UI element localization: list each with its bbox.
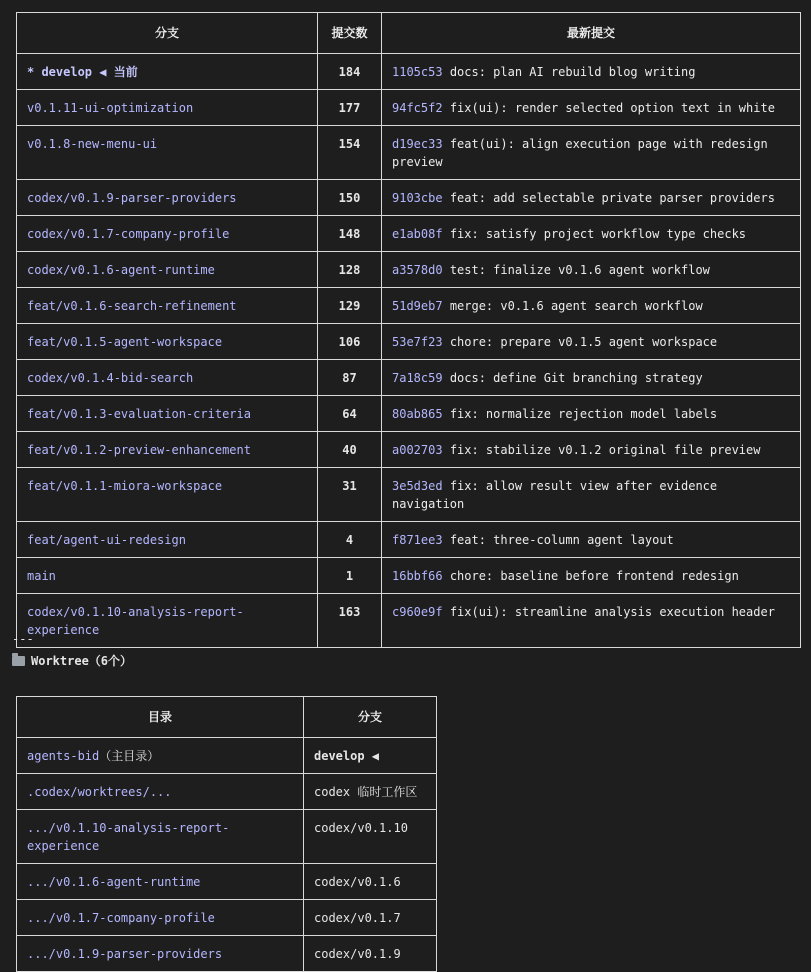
branch-row <box>17 558 801 594</box>
commit-count: 64 <box>318 396 382 432</box>
commit-hash[interactable]: 53e7f23 <box>392 335 443 349</box>
commit-count: 184 <box>318 54 382 90</box>
branch-row <box>17 54 801 90</box>
commit-count: 1 <box>318 558 382 594</box>
worktree-branch: codex/v0.1.6 <box>304 864 437 900</box>
worktree-row <box>17 738 437 774</box>
commit-hash[interactable]: 80ab865 <box>392 407 443 421</box>
commit-message: fix: satisfy project workflow type checks <box>449 227 747 241</box>
directory-note: （主目录） <box>99 749 160 763</box>
worktree-branch: codex/v0.1.7 <box>304 900 437 936</box>
commit-hash[interactable]: 3e5d3ed <box>392 479 443 493</box>
commit-hash[interactable]: e1ab08f <box>392 227 443 241</box>
branch-row <box>17 126 801 180</box>
commit-message: chore: baseline before frontend redesign <box>449 569 739 583</box>
branch-name[interactable]: feat/v0.1.1-miora-workspace <box>17 468 318 522</box>
commit-message: docs: plan AI rebuild blog writing <box>449 65 696 79</box>
commit-count: 4 <box>318 522 382 558</box>
directory-path[interactable]: .../v0.1.6-agent-runtime <box>27 875 201 889</box>
worktree-row <box>17 810 437 864</box>
worktree-heading-text: Worktree（6个） <box>31 654 133 668</box>
latest-commit <box>382 288 801 324</box>
branch-row <box>17 180 801 216</box>
branch-name[interactable]: * develop ◀ 当前 <box>17 54 318 90</box>
directory-path[interactable]: .../v0.1.9-parser-providers <box>27 947 223 961</box>
folder-icon <box>12 656 25 666</box>
branch-row <box>17 432 801 468</box>
latest-commit <box>382 432 801 468</box>
branch-row <box>17 396 801 432</box>
latest-commit <box>382 90 801 126</box>
commit-message: feat(ui): align execution page with redesign preview <box>392 137 768 169</box>
latest-commit <box>382 522 801 558</box>
commit-message: test: finalize v0.1.6 agent workflow <box>449 263 710 277</box>
worktree-directory <box>17 774 304 810</box>
latest-commit <box>382 324 801 360</box>
worktree-branch-column-header: 分支 <box>304 697 437 738</box>
latest-commit <box>382 468 801 522</box>
commit-message: fix(ui): render selected option text in white <box>449 101 775 115</box>
latest-commit <box>382 126 801 180</box>
commit-count: 154 <box>318 126 382 180</box>
commit-hash[interactable]: 7a18c59 <box>392 371 443 385</box>
worktree-directory <box>17 900 304 936</box>
worktree-row <box>17 936 437 972</box>
worktree-branch: develop ◀ <box>304 738 437 774</box>
commit-message: merge: v0.1.6 agent search workflow <box>449 299 703 313</box>
branches-table <box>16 12 801 648</box>
branch-row <box>17 90 801 126</box>
branch-name[interactable]: codex/v0.1.4-bid-search <box>17 360 318 396</box>
directory-column-header: 目录 <box>17 697 304 738</box>
commit-count: 177 <box>318 90 382 126</box>
branch-row <box>17 468 801 522</box>
commit-message: chore: prepare v0.1.5 agent workspace <box>449 335 718 349</box>
commit-count: 163 <box>318 594 382 648</box>
latest-commit-column-header: 最新提交 <box>382 13 801 54</box>
commit-message: fix(ui): streamline analysis execution header <box>449 605 775 619</box>
commit-count: 129 <box>318 288 382 324</box>
branch-name[interactable]: v0.1.8-new-menu-ui <box>17 126 318 180</box>
commit-hash[interactable]: 16bbf66 <box>392 569 443 583</box>
branch-name[interactable]: main <box>17 558 318 594</box>
commit-hash[interactable]: c960e9f <box>392 605 443 619</box>
latest-commit <box>382 180 801 216</box>
commit-count: 31 <box>318 468 382 522</box>
directory-path[interactable]: .../v0.1.7-company-profile <box>27 911 215 925</box>
branch-name[interactable]: feat/agent-ui-redesign <box>17 522 318 558</box>
branch-name[interactable]: feat/v0.1.2-preview-enhancement <box>17 432 318 468</box>
worktree-branch: codex 临时工作区 <box>304 774 437 810</box>
commit-hash[interactable]: 1105c53 <box>392 65 443 79</box>
commit-count: 87 <box>318 360 382 396</box>
commit-hash[interactable]: d19ec33 <box>392 137 443 151</box>
worktree-table <box>16 696 437 972</box>
commit-count: 148 <box>318 216 382 252</box>
worktree-row <box>17 864 437 900</box>
branches-table-body <box>17 54 801 648</box>
latest-commit <box>382 216 801 252</box>
worktree-directory <box>17 936 304 972</box>
latest-commit <box>382 396 801 432</box>
latest-commit <box>382 360 801 396</box>
latest-commit <box>382 54 801 90</box>
commit-hash[interactable]: a002703 <box>392 443 443 457</box>
commit-count: 40 <box>318 432 382 468</box>
branch-row <box>17 288 801 324</box>
worktree-table-body <box>17 738 437 972</box>
branch-row <box>17 252 801 288</box>
commit-count: 128 <box>318 252 382 288</box>
worktree-header-row <box>17 697 437 738</box>
commit-message: fix: normalize rejection model labels <box>449 407 718 421</box>
worktree-branch: codex/v0.1.9 <box>304 936 437 972</box>
commit-hash[interactable]: 94fc5f2 <box>392 101 443 115</box>
commit-hash[interactable]: 9103cbe <box>392 191 443 205</box>
branch-row <box>17 360 801 396</box>
branch-name[interactable]: codex/v0.1.7-company-profile <box>17 216 318 252</box>
branches-header-row <box>17 13 801 54</box>
directory-path[interactable]: .../v0.1.10-analysis-report-experience <box>27 821 230 853</box>
branch-row <box>17 522 801 558</box>
worktree-branch: codex/v0.1.10 <box>304 810 437 864</box>
branch-column-header: 分支 <box>17 13 318 54</box>
latest-commit <box>382 252 801 288</box>
commit-message: feat: add selectable private parser providers <box>449 191 775 205</box>
directory-path[interactable]: agents-bid <box>27 749 100 763</box>
commit-message: docs: define Git branching strategy <box>449 371 703 385</box>
latest-commit <box>382 594 801 648</box>
commit-hash[interactable]: a3578d0 <box>392 263 443 277</box>
worktree-directory <box>17 738 304 774</box>
branch-name[interactable]: codex/v0.1.6-agent-runtime <box>17 252 318 288</box>
worktree-heading <box>12 652 132 669</box>
commit-count-column-header: 提交数 <box>318 13 382 54</box>
commit-message: fix: allow result view after evidence navigation <box>392 479 718 511</box>
commit-hash[interactable]: 51d9eb7 <box>392 299 443 313</box>
worktree-row <box>17 900 437 936</box>
branch-row <box>17 216 801 252</box>
branch-name[interactable]: feat/v0.1.5-agent-workspace <box>17 324 318 360</box>
commit-message: fix: stabilize v0.1.2 original file preview <box>449 443 761 457</box>
branch-name[interactable]: feat/v0.1.6-search-refinement <box>17 288 318 324</box>
commit-count: 106 <box>318 324 382 360</box>
commit-count: 150 <box>318 180 382 216</box>
worktree-row <box>17 774 437 810</box>
branch-name[interactable]: codex/v0.1.9-parser-providers <box>17 180 318 216</box>
branch-name[interactable]: codex/v0.1.10-analysis-report-experience <box>17 594 318 648</box>
latest-commit <box>382 558 801 594</box>
directory-path[interactable]: .codex/worktrees/... <box>27 785 172 799</box>
worktree-directory <box>17 864 304 900</box>
branch-row <box>17 594 801 648</box>
separator: --- <box>12 632 34 646</box>
branch-name[interactable]: v0.1.11-ui-optimization <box>17 90 318 126</box>
commit-message: feat: three-column agent layout <box>449 533 674 547</box>
branch-name[interactable]: feat/v0.1.3-evaluation-criteria <box>17 396 318 432</box>
worktree-directory <box>17 810 304 864</box>
commit-hash[interactable]: f871ee3 <box>392 533 443 547</box>
branch-row <box>17 324 801 360</box>
